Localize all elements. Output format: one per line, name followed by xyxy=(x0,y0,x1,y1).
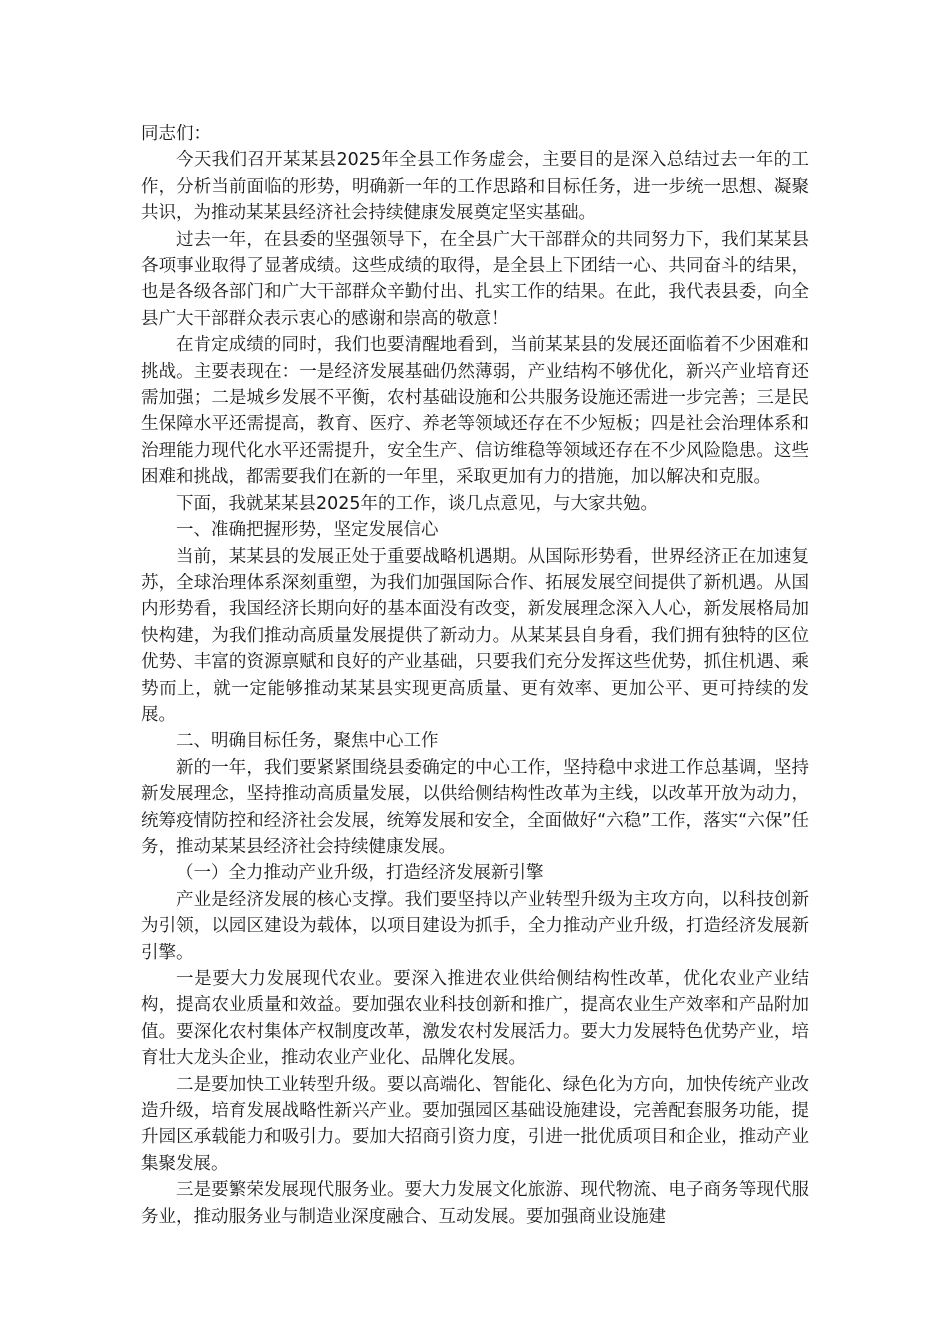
paragraph-opening: 今天我们召开某某县2025年全县工作务虚会，主要目的是深入总结过去一年的工作，分析当前面临的形势，明确新一年的工作思路和目标任务，进一步统一思想、凝聚共识，为推动某某县经济社会持续健康发展奠定坚实基础。 xyxy=(141,150,809,224)
section-heading-1: 一、准确把握形势，坚定发展信心 xyxy=(176,520,439,541)
paragraph-introduction: 下面，我就某某县2025年的工作，谈几点意见，与大家共勉。 xyxy=(176,493,659,514)
section-heading-2: 二、明确目标任务，聚焦中心工作 xyxy=(176,731,439,752)
paragraph-achievements: 过去一年，在县委的坚强领导下，在全县广大干部群众的共同努力下，我们某某县各项事业取得了显著成绩。这些成绩的取得，是全县上下团结一心、共同奋斗的结果，也是各级各部门和广大干部群众辛勤付出、扎实工作的结果。在此，我代表县委，向全县广大干部群众表示衷心的感谢和崇高的敬意！ xyxy=(141,229,809,329)
paragraph-agriculture: 一是要大力发展现代农业。要深入推进农业供给侧结构性改革，优化农业产业结构，提高农业质量和效益。要加强农业科技创新和推广，提高农业生产效率和产品附加值。要深化农村集体产权制度改革，激发农村发展活力。要大力发展特色优势产业，培育壮大龙头企业，推动农业产业化、品牌化发展。 xyxy=(141,969,809,1069)
paragraph-goals: 新的一年，我们要紧紧围绕县委确定的中心工作，坚持稳中求进工作总基调，坚持新发展理念，坚持推动高质量发展，以供给侧结构性改革为主线，以改革开放为动力，统筹疫情防控和经济社会发展，统筹发展和安全，全面做好“六稳”工作，落实“六保”任务，推动某某县经济社会持续健康发展。 xyxy=(141,757,809,857)
paragraph-industry: 产业是经济发展的核心支撑。我们要坚持以产业转型升级为主攻方向，以科技创新为引领，以园区建设为载体，以项目建设为抓手，全力推动产业升级，打造经济发展新引擎。 xyxy=(141,889,809,963)
paragraph-services: 三是要繁荣发展现代服务业。要大力发展文化旅游、现代物流、电子商务等现代服务业，推动服务业与制造业深度融合、互动发展。要加强商业设施建 xyxy=(141,1180,809,1227)
salutation: 同志们： xyxy=(141,124,211,144)
paragraph-manufacturing: 二是要加快工业转型升级。要以高端化、智能化、绿色化为方向，加快传统产业改造升级，培育发展战略性新兴产业。要加强园区基础设施建设，完善配套服务功能，提升园区承载能力和吸引力。要加大招商引资力度，引进一批优质项目和企业，推动产业集聚发展。 xyxy=(141,1074,809,1174)
paragraph-situation: 当前，某某县的发展正处于重要战略机遇期。从国际形势看，世界经济正在加速复苏，全球治理体系深刻重塑，为我们加强国际合作、拓展发展空间提供了新机遇。从国内形势看，我国经济长期向好的基本面没有改变，新发展理念深入人心，新发展格局加快构建，为我们推动高质量发展提供了新动力。从某某县自身看，我们拥有独特的区位优势、丰富的资源禀赋和良好的产业基础，只要我们充分发挥这些优势，抓住机遇、乘势而上，就一定能够推动某某县实现更高质量、更有效率、更加公平、更可持续的发展。 xyxy=(141,546,809,725)
subsection-heading-1: （一）全力推动产业升级，打造经济发展新引擎 xyxy=(176,863,544,884)
document-body xyxy=(141,121,809,1230)
paragraph-challenges: 在肯定成绩的同时，我们也要清醒地看到，当前某某县的发展还面临着不少困难和挑战。主要表现在：一是经济发展基础仍然薄弱，产业结构不够优化，新兴产业培育还需加强；二是城乡发展不平衡，农村基础设施和公共服务设施还需进一步完善；三是民生保障水平还需提高，教育、医疗、养老等领域还存在不少短板；四是社会治理体系和治理能力现代化水平还需提升，安全生产、信访维稳等领域还存在不少风险隐患。这些困难和挑战，都需要我们在新的一年里，采取更加有力的措施，加以解决和克服。 xyxy=(141,335,809,488)
